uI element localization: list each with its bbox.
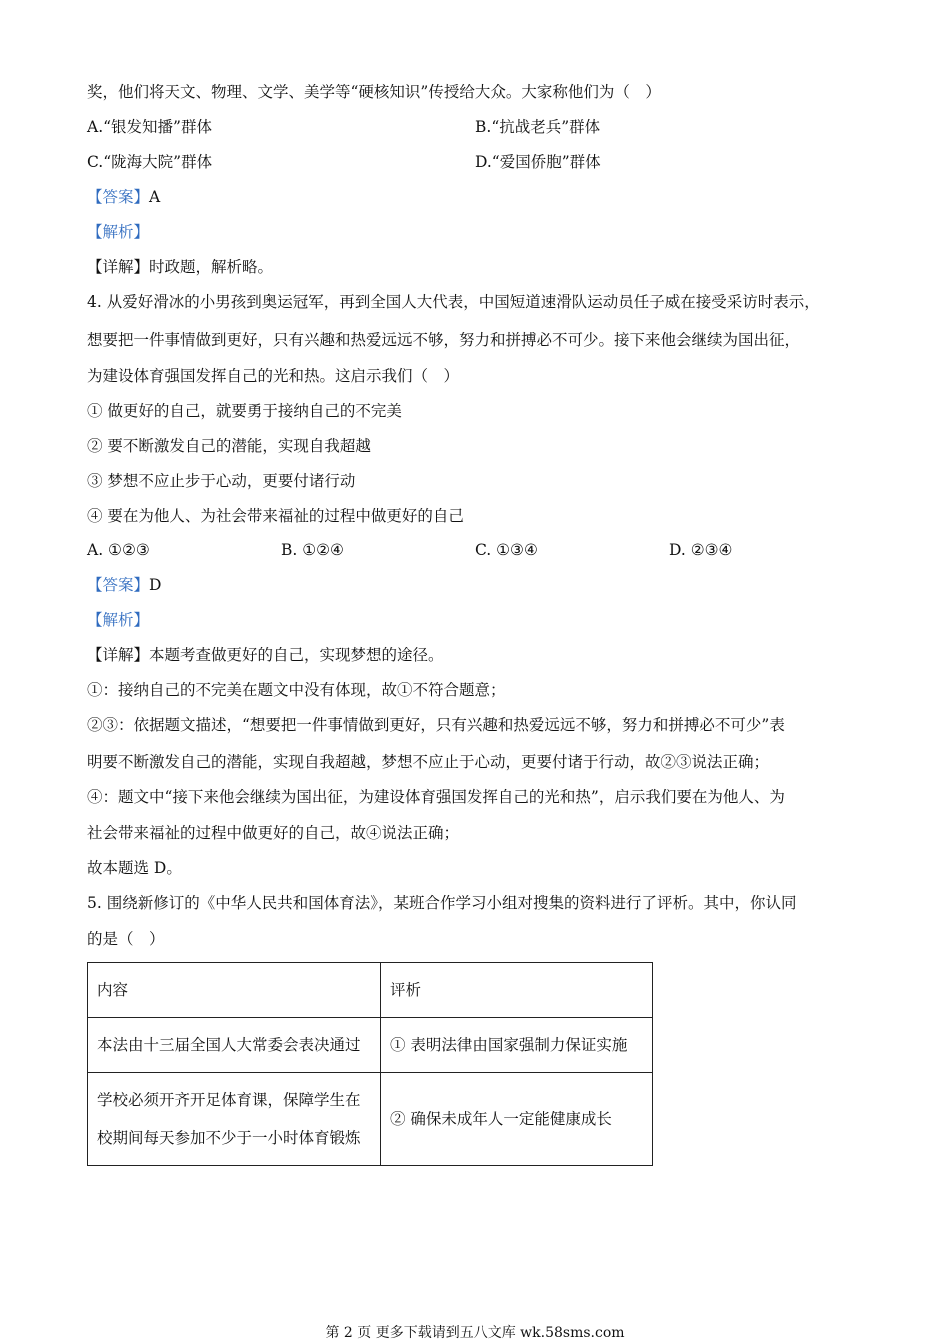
q3-detail: 【详解】时政题，解析略。 — [87, 258, 274, 276]
q4-option-d: D. ②③④ — [669, 541, 733, 559]
q4-stem-line3: 为建设体育强国发挥自己的光和热。这启示我们（ ） — [87, 367, 460, 385]
q4-detail: 【详解】本题考查做更好的自己，实现梦想的途径。 — [87, 646, 444, 664]
q5-stem-line1: 5. 围绕新修订的《中华人民共和国体育法》，某班合作学习小组对搜集的资料进行了评析。其中，你认同 — [87, 894, 797, 912]
table-header-cell: 内容 — [88, 963, 381, 1018]
answer-value: D — [149, 576, 162, 594]
q4-conclusion: 故本题选 D。 — [87, 859, 182, 877]
q4-item-3: ③ 梦想不应止步于心动，更要付诸行动 — [87, 472, 356, 490]
table-header-cell: 评析 — [381, 963, 653, 1018]
q4-exp-3-line2: 社会带来福祉的过程中做更好的自己，故④说法正确； — [87, 824, 460, 842]
answer-label: 【答案】 — [87, 188, 150, 206]
table-header-row — [88, 963, 653, 1018]
q4-option-c: C. ①③④ — [475, 541, 538, 559]
q4-analysis-label: 【解析】 — [87, 611, 150, 629]
table-row — [88, 1073, 653, 1166]
q4-answer — [87, 575, 161, 595]
q4-exp-3-line1: ④：题文中“接下来他会继续为国出征，为建设体育强国发挥自己的光和热”，启示我们要在为他人、为 — [87, 788, 785, 806]
q3-answer — [87, 187, 160, 207]
table-cell: 学校必须开齐开足体育课，保障学生在校期间每天参加不少于一小时体育锻炼 — [88, 1073, 381, 1166]
q4-item-4: ④ 要在为他人、为社会带来福祉的过程中做更好的自己 — [87, 507, 464, 525]
q4-option-b: B. ①②④ — [281, 541, 344, 559]
page-footer: 第 2 页 更多下载请到五八文库 wk.58sms.com — [325, 1325, 625, 1341]
table-row — [88, 1018, 653, 1073]
q3-option-b: B.“抗战老兵”群体 — [475, 118, 601, 136]
q4-stem-line1: 4. 从爱好滑冰的小男孩到奥运冠军，再到全国人大代表，中国短道速滑队运动员任子威在接受采访时表示， — [87, 293, 820, 311]
q5-table — [87, 962, 653, 1166]
q4-item-2: ② 要不断激发自己的潜能，实现自我超越 — [87, 437, 371, 455]
q4-exp-1: ①：接纳自己的不完美在题文中没有体现，故①不符合题意； — [87, 681, 506, 699]
q4-item-1: ① 做更好的自己，就要勇于接纳自己的不完美 — [87, 402, 402, 420]
q5-stem-line2: 的是（ ） — [87, 930, 165, 948]
q4-exp-2-line2: 明要不断激发自己的潜能，实现自我超越，梦想不应止于心动，更要付诸于行动，故②③说法正确； — [87, 753, 770, 771]
q3-option-a: A.“银发知播”群体 — [87, 118, 212, 136]
q4-stem-line2: 想要把一件事情做到更好，只有兴趣和热爱远远不够，努力和拼搏必不可少。接下来他会继续为国出征， — [87, 331, 801, 349]
q3-stem-tail: 奖，他们将天文、物理、文学、美学等“硬核知识”传授给大众。大家称他们为（ ） — [87, 83, 661, 101]
q3-option-c: C.“陇海大院”群体 — [87, 153, 213, 171]
q4-option-a: A. ①②③ — [87, 541, 150, 559]
table-cell: ① 表明法律由国家强制力保证实施 — [381, 1018, 653, 1073]
table-cell: ② 确保未成年人一定能健康成长 — [381, 1073, 653, 1166]
q4-exp-2-line1: ②③：依据题文描述，“想要把一件事情做到更好，只有兴趣和热爱远远不够，努力和拼搏必不可少”表 — [87, 716, 785, 734]
table-cell: 本法由十三届全国人大常委会表决通过 — [88, 1018, 381, 1073]
answer-label: 【答案】 — [87, 576, 150, 594]
q3-option-d: D.“爱国侨胞”群体 — [475, 153, 601, 171]
q3-analysis-label: 【解析】 — [87, 223, 150, 241]
answer-value: A — [149, 188, 161, 206]
